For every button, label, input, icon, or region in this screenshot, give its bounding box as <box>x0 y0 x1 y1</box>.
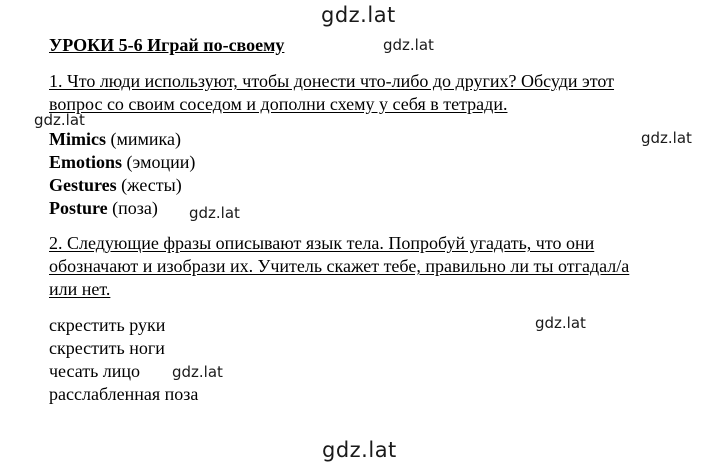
term-ru: (жесты) <box>121 175 182 195</box>
watermark: gdz.lat <box>321 3 396 27</box>
list-item <box>49 151 195 174</box>
body-language-phrases-list <box>49 314 198 406</box>
list-item: чесать лицо <box>49 361 141 381</box>
watermark: gdz.lat <box>322 438 397 462</box>
list-item: расслабленная поза <box>49 384 199 404</box>
list-item: скрестить руки <box>49 315 166 335</box>
task-1-question: 1. Что люди используют, чтобы донести что-либо до других? Обсуди этот вопрос со своим соседом и дополни схему у себя в тетради. <box>49 71 615 114</box>
term-ru: (поза) <box>112 198 158 218</box>
communication-means-list <box>49 128 195 220</box>
term-en: Gestures <box>49 175 117 195</box>
term-ru: (мимика) <box>110 129 181 149</box>
term-en: Emotions <box>49 152 123 172</box>
watermark: gdz.lat <box>34 111 85 129</box>
task-2-question: 2. Следующие фразы описывают язык тела. Попробуй угадать, что они обозначают и изобрази их. Учитель скажет тебе, правильно ли ты отгадал/а или нет. <box>49 233 630 299</box>
watermark: gdz.lat <box>383 36 434 54</box>
watermark: gdz.lat <box>535 314 586 332</box>
watermark: gdz.lat <box>172 363 223 381</box>
watermark: gdz.lat <box>641 129 692 147</box>
term-ru: (эмоции) <box>126 152 196 172</box>
list-item <box>49 174 195 197</box>
list-item: скрестить ноги <box>49 338 165 358</box>
watermark: gdz.lat <box>189 204 240 222</box>
list-item <box>49 197 195 220</box>
lesson-title: УРОКИ 5-6 Играй по-своему <box>49 35 285 55</box>
term-en: Mimics <box>49 129 106 149</box>
term-en: Posture <box>49 198 108 218</box>
list-item <box>49 128 195 151</box>
